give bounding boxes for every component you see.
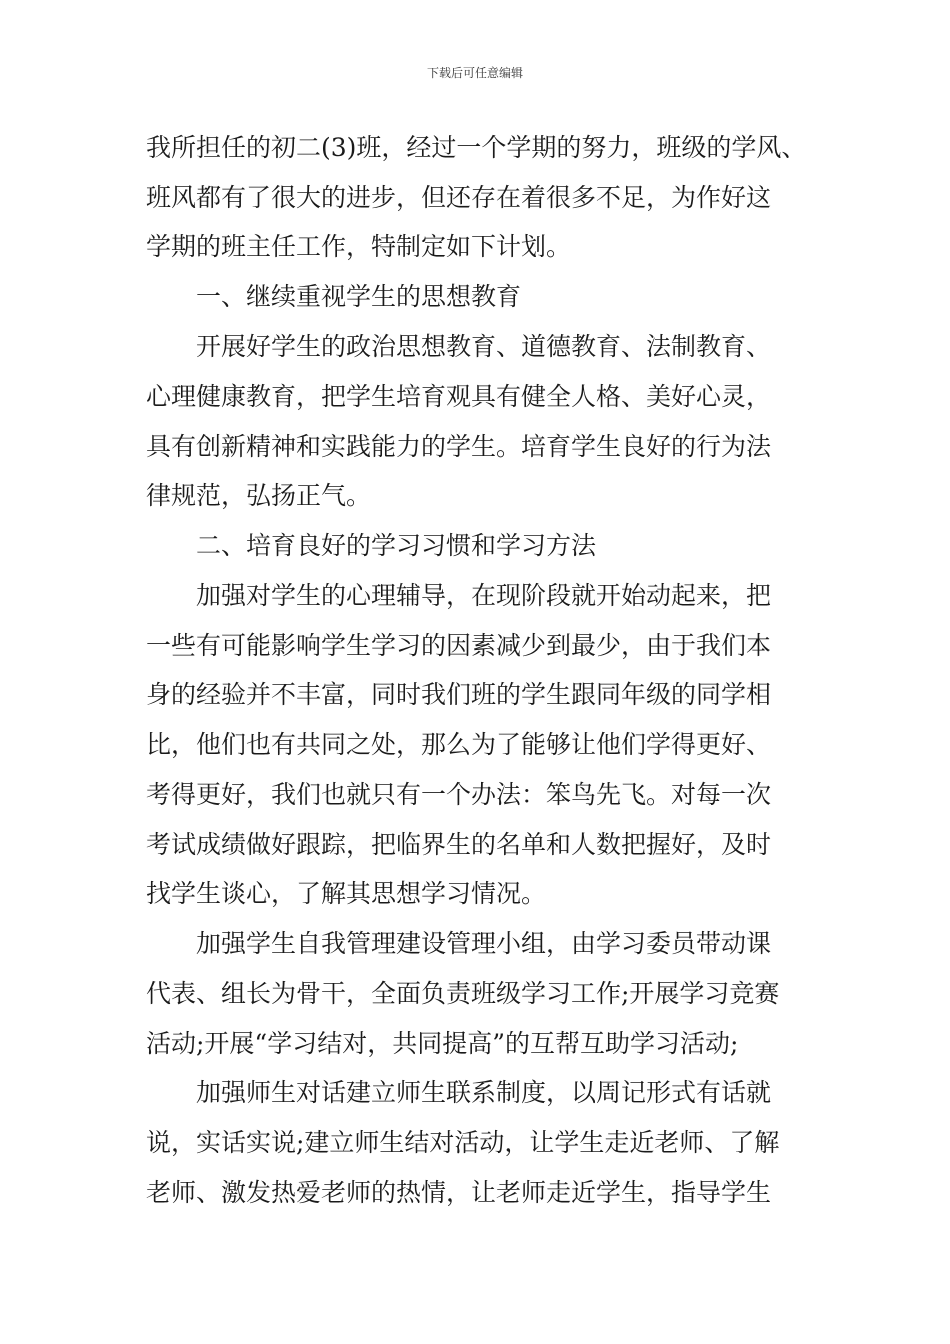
text-line: 一些有可能影响学生学习的因素减少到最少，由于我们本 [146, 631, 772, 660]
text-line: 加强师生对话建立师生联系制度，以周记形式有话就 [196, 1078, 772, 1107]
text-line: 考试成绩做好跟踪，把临界生的名单和人数把握好，及时 [146, 830, 772, 859]
text-line: 代表、组长为骨干，全面负责班级学习工作;开展学习竞赛 [146, 979, 780, 1008]
text-line: 心理健康教育，把学生培育观具有健全人格、美好心灵， [146, 382, 772, 411]
text-line: 学期的班主任工作，特制定如下计划。 [146, 232, 572, 261]
text-line: 老师、激发热爱老师的热情，让老师走近学生，指导学生 [146, 1178, 772, 1207]
text-line: 活动;开展“学习结对，共同提高”的互帮互助学习活动; [146, 1029, 739, 1058]
text-line: 律规范，弘扬正气。 [146, 481, 372, 510]
text-line: 加强对学生的心理辅导，在现阶段就开始动起来，把 [196, 581, 772, 610]
text-line: 开展好学生的政治思想教育、道德教育、法制教育、 [196, 332, 772, 361]
text-line: 班风都有了很大的进步，但还存在着很多不足，为作好这 [146, 183, 772, 212]
text-line: 身的经验并不丰富，同时我们班的学生跟同年级的同学相 [146, 680, 772, 709]
text-line: 我所担任的初二(3)班，经过一个学期的努力，班级的学风、 [146, 133, 807, 162]
text-line: 具有创新精神和实践能力的学生。培育学生良好的行为法 [146, 432, 772, 461]
text-line: 加强学生自我管理建设管理小组，由学习委员带动课 [196, 929, 772, 958]
text-line: 考得更好，我们也就只有一个办法：笨鸟先飞。对每一次 [146, 780, 772, 809]
page-header: 下载后可任意编辑 [426, 66, 523, 80]
section-heading: 一、继续重视学生的思想教育 [196, 282, 522, 311]
text-line: 比，他们也有共同之处，那么为了能够让他们学得更好、 [146, 730, 772, 759]
text-line: 找学生谈心，了解其思想学习情况。 [146, 879, 547, 908]
section-heading: 二、培育良好的学习习惯和学习方法 [196, 531, 597, 560]
text-line: 说，实话实说;建立师生结对活动，让学生走近老师、了解 [146, 1128, 780, 1157]
